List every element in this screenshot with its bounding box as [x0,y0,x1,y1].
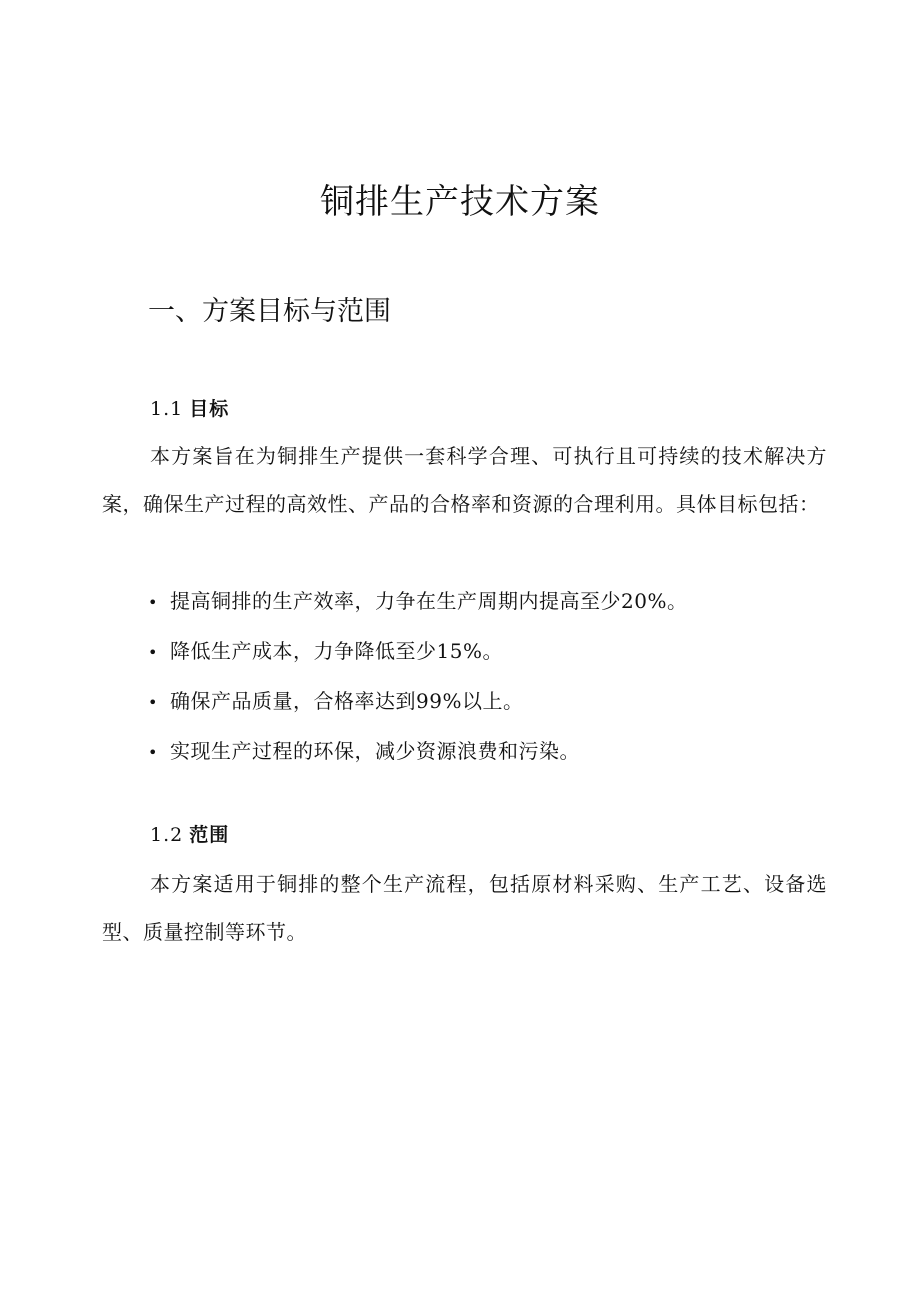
goal-number: 1.1 [150,398,184,420]
bullet-icon: • [148,743,158,762]
scope-subheading [150,820,229,850]
document-title: 铜排生产技术方案 [320,182,600,222]
list-item-text: 确保产品质量，合格率达到99%以上。 [170,689,524,713]
bullet-icon: • [148,693,158,712]
list-item-text: 降低生产成本，力争降低至少15%。 [170,639,503,663]
scope-paragraph: 本方案适用于铜排的整个生产流程，包括原材料采购、生产工艺、设备选型、质量控制等环节。 [102,872,827,944]
scope-number: 1.2 [150,824,184,846]
bullet-icon: • [148,643,158,662]
goal-subheading [150,394,229,424]
list-item [148,627,687,677]
goal-paragraph: 本方案旨在为铜排生产提供一套科学合理、可执行且可持续的技术解决方案，确保生产过程的高效性、产品的合格率和资源的合理利用。具体目标包括： [102,444,827,516]
list-item-text: 实现生产过程的环保，减少资源浪费和污染。 [170,739,580,763]
scope-label: 范围 [189,824,230,846]
list-item [148,677,687,727]
section-heading: 一、方案目标与范围 [148,296,391,327]
list-item [148,577,687,627]
list-item [148,727,687,777]
list-item-text: 提高铜排的生产效率，力争在生产周期内提高至少20%。 [170,589,688,613]
goal-label: 目标 [189,398,230,420]
bullet-icon: • [148,593,158,612]
goal-bullet-list [148,577,687,777]
